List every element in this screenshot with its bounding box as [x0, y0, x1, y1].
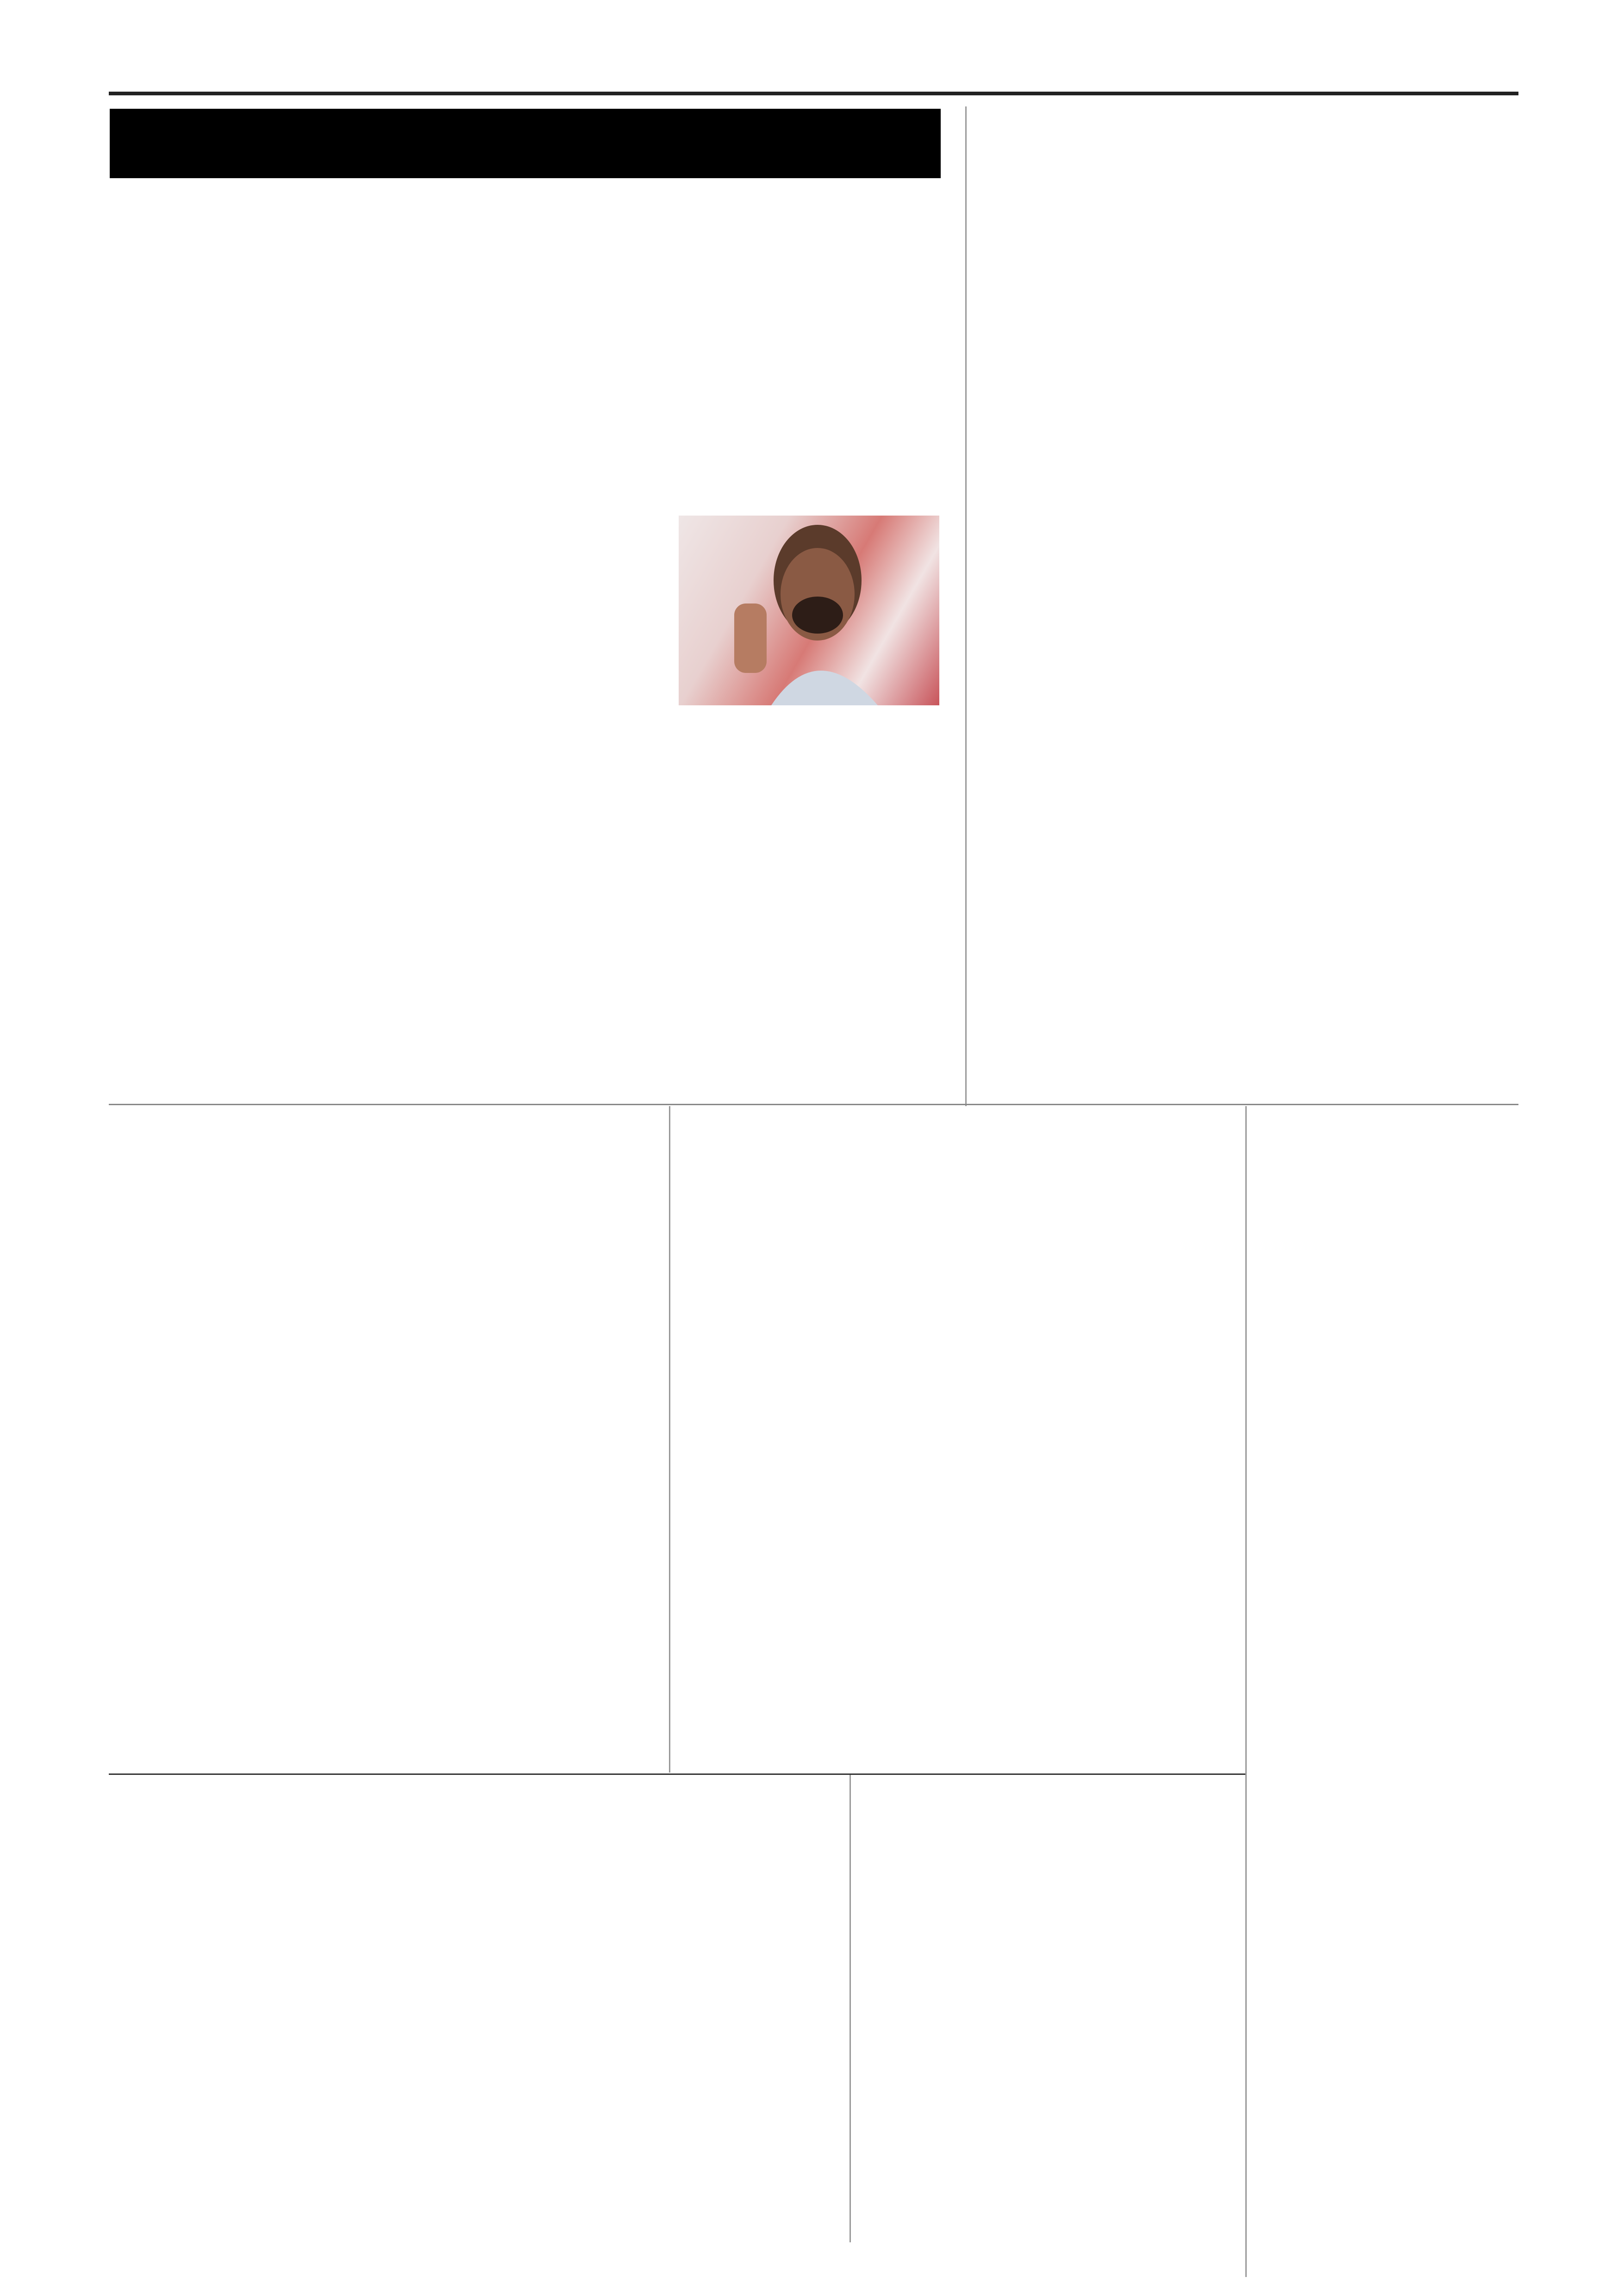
masthead-rule [109, 92, 1518, 95]
column-divider [965, 106, 967, 1106]
column-divider [669, 1106, 670, 1773]
column-divider [1245, 1106, 1247, 2277]
section-divider [109, 1773, 1245, 1775]
story-main-kicker [110, 109, 941, 178]
person-photo-icon [679, 516, 939, 705]
section-divider [109, 1104, 1518, 1105]
column-divider [849, 1775, 851, 2242]
photo-politician [679, 516, 939, 705]
